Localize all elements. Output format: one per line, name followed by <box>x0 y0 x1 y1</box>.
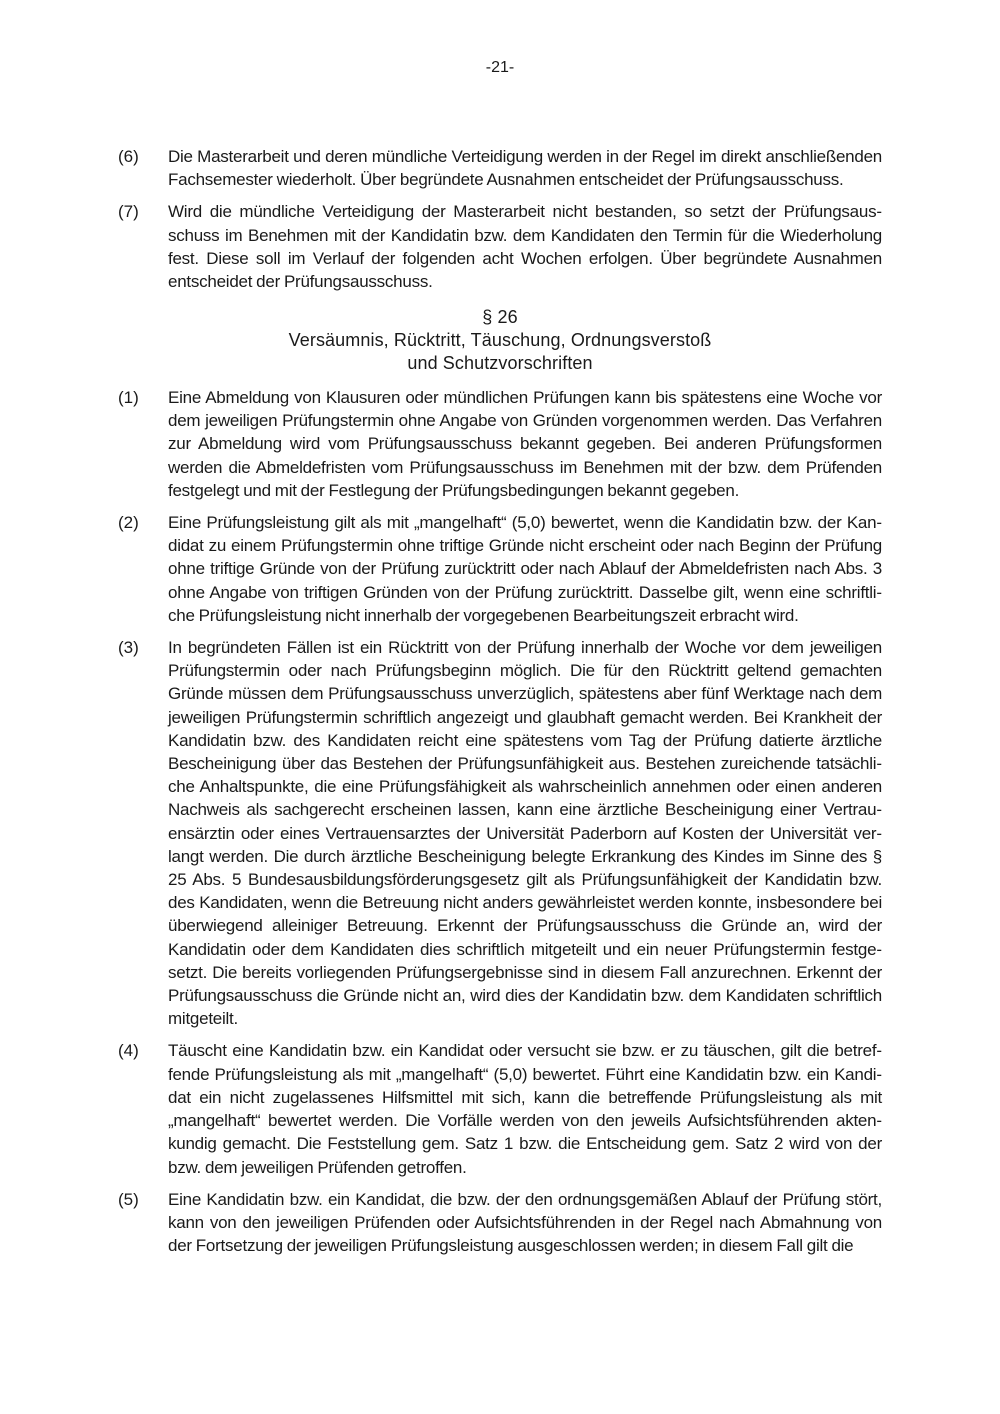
paragraph-number: (4) <box>118 1041 139 1061</box>
paragraph-text: Eine Abmeldung von Klausuren oder mündlichen Prüfungen kann bis spätestens eine Woche vor dem jeweiligen Prüfungstermin ohne Angabe von Gründen vorgenommen werden. Das Verfahren zur Abmeldung wird vom Prüfungsausschuss bekannt gegeben. Bei anderen Prüfungsformen werden die Abmeldefristen vom Prüfungsausschuss im Benehmen mit der bzw. dem Prüfenden festgelegt und mit der Festlegung der Prüfungsbedingungen bekannt gegeben. <box>168 388 882 500</box>
paragraph-text: Täuscht eine Kandidatin bzw. ein Kandidat oder versucht sie bzw. er zu täuschen, gilt die betreffende Prüfungsleistung als mit „mangelhaft“ (5,0) bewertet. Führt eine Kandidatin bzw. ein Kandidat ein nicht zugelassenes Hilfsmittel mit sich, kann die betreffende Prüfungsleistung als mit „mangelhaft“ bewertet werden. Die Vorfälle werden von den jeweils Aufsichtsführenden aktenkundig gemacht. Die Feststellung gem. Satz 1 bzw. die Entscheidung gem. Satz 2 wird von der bzw. dem jeweiligen Prüfenden getroffen. <box>168 1041 882 1177</box>
paragraph-number: (2) <box>118 513 139 533</box>
paragraph-text: Eine Kandidatin bzw. ein Kandidat, die bzw. der den ordnungsgemäßen Ablauf der Prüfung stört, kann von den jeweiligen Prüfenden oder Aufsichtsführenden in der Regel nach Abmahnung von der Fortsetzung der jeweiligen Prüfungsleistung ausgeschlossen werden; in diesem Fall gilt die <box>168 1189 882 1256</box>
paragraph-number: (6) <box>118 147 139 166</box>
paragraph-1 <box>118 386 882 502</box>
paragraphs-section-26 <box>118 386 882 1257</box>
paragraph-text: In begründeten Fällen ist ein Rücktritt von der Prüfung innerhalb der Woche vor dem jeweiligen Prüfungstermin oder nach Prüfungsbeginn möglich. Die für den Rücktritt geltend gemachten Gründe müssen dem Prüfungsausschuss unverzüglich, spätestens aber fünf Werktage nach dem jeweiligen Prüfungstermin schriftlich angezeigt und glaubhaft gemacht werden. Bei Krankheit der Kandidatin bzw. des Kandidaten reicht eine spätestens vom Tag der Prüfung datierte ärztliche Bescheinigung über das Bestehen der Prüfungsunfähigkeit aus. Bestehen zureichende tatsächliche Anhaltspunkte, die eine Prüfungsfähigkeit als wahrscheinlich annehmen oder einen anderen Nachweis als sachgerecht erscheinen lassen, kann eine ärztliche Bescheinigung einer Vertrauensärztin oder eines Vertrauensarztes der Universität Paderborn auf Kosten der Universität verlangt werden. Die durch ärztliche Bescheinigung belegte Erkrankung des Kindes im Sinne des § 25 Abs. 5 Bundesausbildungsförderungsgesetz gilt als Prüfungsunfähigkeit der Kandidatin bzw. des Kandidaten, wenn die Betreuung nicht anders gewährleistet werden konnte, insbesondere bei überwiegend alleiniger Betreuung. Erkennt der Prüfungsausschuss die Gründe an, wird der Kandidatin oder dem Kandidaten dies schriftlich mitgeteilt und ein neuer Prüfungstermin festgesetzt. Die bereits vorliegenden Prüfungsergebnisse sind in diesem Fall anzurechnen. Erkennt der Prüfungsausschuss die Gründe nicht an, wird dies der Kandidatin bzw. dem Kandidaten schriftlich mitgeteilt. <box>168 638 882 1029</box>
page-number: -21- <box>485 59 515 76</box>
paragraph-number: (3) <box>118 638 139 658</box>
paragraph-number: (5) <box>118 1189 139 1209</box>
paragraph-7 <box>118 200 882 293</box>
paragraph-text: Die Masterarbeit und deren mündliche Verteidigung werden in der Regel im direkt anschließenden Fachsemester wiederholt. Über begründete Ausnahmen entscheidet der Prüfungsausschuss. <box>168 147 882 190</box>
section-title-line-2: und Schutzvorschriften <box>407 353 593 373</box>
paragraph-6 <box>118 145 882 191</box>
paragraph-5 <box>118 1188 882 1258</box>
paragraph-text: Eine Prüfungsleistung gilt als mit „mangelhaft“ (5,0) bewertet, wenn die Kandidatin bzw. der Kandidat zu einem Prüfungstermin ohne triftige Gründe nicht erscheint oder nach Beginn der Prüfung ohne triftige Gründe von der Prüfung zurücktritt oder nach Ablauf der Abmeldefristen nach Abs. 3 ohne Angabe von triftigen Gründen von der Prüfung zurücktritt. Dasselbe gilt, wenn eine schriftliche Prüfungsleistung nicht innerhalb der vorgegebenen Bearbeitungszeit erbracht wird. <box>168 513 882 625</box>
paragraphs-before-section <box>118 145 882 293</box>
paragraph-text: Wird die mündliche Verteidigung der Masterarbeit nicht bestanden, so setzt der Prüfungsausschuss im Benehmen mit der Kandidatin bzw. dem Kandidaten den Termin für die Wiederholung fest. Diese soll im Verlauf der folgenden acht Wochen erfolgen. Über begründete Ausnahmen entscheidet der Prüfungsausschuss. <box>168 202 882 292</box>
paragraph-4 <box>118 1039 882 1178</box>
paragraph-number: (7) <box>118 202 139 222</box>
paragraph-2 <box>118 511 882 627</box>
paragraph-3 <box>118 636 882 1030</box>
section-number: § 26 <box>482 307 518 327</box>
section-title-line-1: Versäumnis, Rücktritt, Täuschung, Ordnungsverstoß <box>288 330 712 350</box>
paragraph-number: (1) <box>118 388 139 407</box>
